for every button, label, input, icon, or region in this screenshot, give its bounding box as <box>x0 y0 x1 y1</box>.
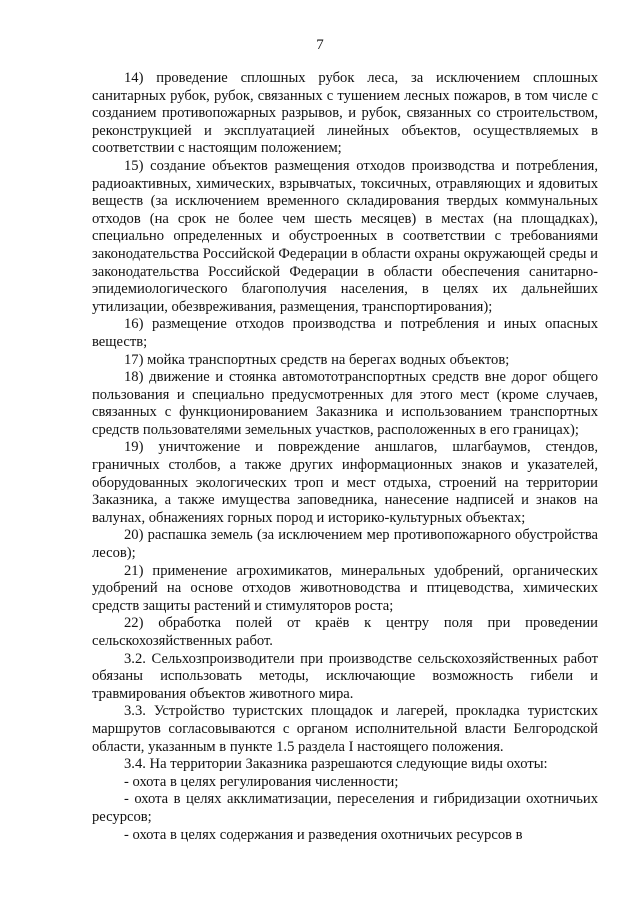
paragraph-item-22: 22) обработка полей от краёв к центру поля при проведении сельскохозяйственных работ. <box>92 615 598 649</box>
paragraph-3-4: 3.4. На территории Заказника разрешаются следующие виды охоты: <box>124 756 548 773</box>
hunting-type-breeding: - охота в целях содержания и разведения охотничьих ресурсов в <box>124 826 523 843</box>
paragraph-item-15: 15) создание объектов размещения отходов производства и потребления, радиоактивных, химических, взрывчатых, токсичных, отравляющих и ядовитых веществ (за исключением временного складирования твердых коммунальных отходов (на срок не более чем шесть месяцев) в местах (на площадках), специально определенных и обустроенных в соответствии с требованиями законодательства Российской Федерации в области охраны окружающей среды и законодательства Российской Федерации в области обеспечения санитарно-эпидемиологического благополучия населения, в целях их дальнейших утилизации, обезвреживания, размещения, транспортирования); <box>92 157 598 315</box>
hunting-type-acclimatization: - охота в целях акклиматизации, переселения и гибридизации охотничьих ресурсов; <box>92 791 598 825</box>
paragraph-item-19: 19) уничтожение и повреждение аншлагов, шлагбаумов, стендов, граничных столбов, а также других информационных знаков и указателей, оборудованных экологических троп и мест отдыха, строений на территории Заказника, а также имущества заповедника, нанесение надписей и знаков на валунах, обнажениях горных пород и историко-культурных объектах; <box>92 439 598 526</box>
paragraph-item-20: 20) распашка земель (за исключением мер противопожарного обустройства лесов); <box>92 527 598 562</box>
paragraph-3-2: 3.2. Сельхозпроизводители при производстве сельскохозяйственных работ обязаны использовать методы, исключающие возможность гибели и травмирования объектов животного мира. <box>92 650 598 702</box>
document-body <box>92 70 598 844</box>
paragraph-item-21: 21) применение агрохимикатов, минеральных удобрений, органических удобрений на основе отходов животноводства и птицеводства, химических средств защиты растений и стимуляторов роста; <box>92 562 598 614</box>
page-number: 7 <box>316 37 324 53</box>
paragraph-item-17: 17) мойка транспортных средств на берегах водных объектов; <box>124 351 510 368</box>
paragraph-3-3: 3.3. Устройство туристских площадок и лагерей, прокладка туристских маршрутов согласовываются с органом исполнительной власти Белгородской области, указанным в пункте 1.5 раздела I настоящего положения. <box>92 703 598 755</box>
hunting-type-regulation: - охота в целях регулирования численности; <box>124 773 399 790</box>
paragraph-item-16: 16) размещение отходов производства и потребления и иных опасных веществ; <box>92 316 598 350</box>
paragraph-item-18: 18) движение и стоянка автомототранспортных средств вне дорог общего пользования и специально предусмотренных для этого мест (кроме случаев, связанных с функционированием Заказника и использованием транспортных средств пользователями земельных участков, расположенных в его границах); <box>92 369 598 438</box>
paragraph-item-14: 14) проведение сплошных рубок леса, за исключением сплошных санитарных рубок, рубок, связанных с тушением лесных пожаров, в том числе с созданием противопожарных разрывов, и рубок, связанных со строительством, реконструкцией и эксплуатацией линейных объектов, осуществляемых в соответствии с настоящим положением; <box>92 70 598 157</box>
